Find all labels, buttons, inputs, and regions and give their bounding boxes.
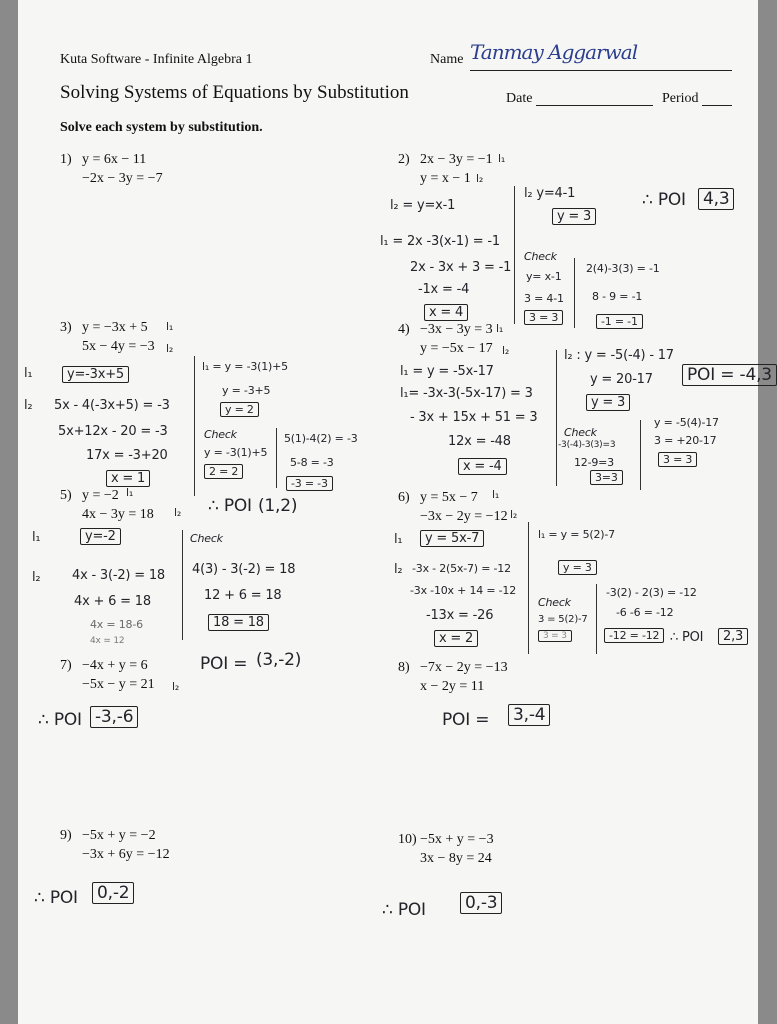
p6-label-l1: l₁ xyxy=(492,488,500,501)
p6-margin-l1: l₁ xyxy=(394,532,403,547)
p7-label-l2: l₂ xyxy=(172,680,180,693)
p3-step-1: y=-3x+5 xyxy=(62,366,129,383)
p5-step-2: 4x - 3(-2) = 18 xyxy=(72,568,165,583)
p10-poi-answer: 0,-3 xyxy=(460,892,502,914)
p3-step-7: y = -3+5 xyxy=(222,384,271,397)
p4-step-6: l₂ : y = -5(-4) - 17 xyxy=(564,348,674,363)
p6-check-2: 3 = 3 xyxy=(538,630,572,642)
p2-label-l2: l₂ xyxy=(476,172,484,185)
p2-check-5: 8 - 9 = -1 xyxy=(592,290,643,303)
p3-step-5: x = 1 xyxy=(106,470,150,487)
p2-step-2: l₁ = 2x -3(x-1) = -1 xyxy=(380,234,500,249)
name-handwritten: Tanmay Aggarwal xyxy=(470,40,638,64)
problem-7: 7) −4x + y = 6 −5x − y = 21 xyxy=(60,658,155,692)
p2-step-5: x = 4 xyxy=(424,304,468,321)
p9-poi-label: ∴ POI xyxy=(34,888,78,908)
p3-step-6: l₁ = y = -3(1)+5 xyxy=(202,360,288,373)
p6-poi-label: ∴ POI xyxy=(670,630,704,645)
p3-step-4: 17x = -3+20 xyxy=(86,448,168,463)
worksheet-title: Solving Systems of Equations by Substitution xyxy=(60,82,409,103)
p4-check-5: 3 = +20-17 xyxy=(654,434,717,447)
p2-divider-2 xyxy=(574,258,575,328)
p2-check-3: 3 = 3 xyxy=(524,310,563,325)
problem-8: 8) −7x − 2y = −13 x − 2y = 11 xyxy=(398,660,508,694)
p6-step-1: y = 5x-7 xyxy=(420,530,484,547)
p4-step-8: y = 3 xyxy=(586,394,630,411)
name-line xyxy=(470,70,732,71)
p6-step-3: -3x -10x + 14 = -12 xyxy=(410,584,517,597)
p5-label-l2: l₂ xyxy=(174,506,182,519)
p3-label-l2: l₂ xyxy=(166,342,174,355)
p6-step-5: x = 2 xyxy=(434,630,478,647)
p5-poi-answer: (3,-2) xyxy=(256,650,302,670)
p4-check-3: 3=3 xyxy=(590,470,623,485)
p4-check-label: Check xyxy=(564,426,597,439)
p5-check-2: 12 + 6 = 18 xyxy=(204,588,282,603)
p5-check-label: Check xyxy=(190,532,223,545)
p3-divider-2 xyxy=(276,428,277,488)
p9-poi-answer: 0,-2 xyxy=(92,882,134,904)
p2-check-4: 2(4)-3(3) = -1 xyxy=(586,262,660,275)
p6-divider-2 xyxy=(596,584,597,654)
p3-step-3: 5x+12x - 20 = -3 xyxy=(58,424,168,439)
p4-step-2: l₁= -3x-3(-5x-17) = 3 xyxy=(400,386,533,401)
p8-poi-label: POI = xyxy=(442,710,490,730)
p5-margin-l1: l₁ xyxy=(32,530,41,545)
p5-step-1: y=-2 xyxy=(80,528,121,545)
p6-check-5: -12 = -12 xyxy=(604,628,664,643)
p7-poi-label: ∴ POI xyxy=(38,710,82,730)
p6-margin-l2: l₂ xyxy=(394,562,403,577)
p3-label-l1: l₁ xyxy=(166,320,174,333)
p5-step-5: 4x = 12 xyxy=(90,636,125,646)
p3-check-label: Check xyxy=(204,428,237,441)
p6-check-1: 3 = 5(2)-7 xyxy=(538,614,588,625)
problem-10: 10) −5x + y = −3 3x − 8y = 24 xyxy=(398,832,494,866)
p4-divider-2 xyxy=(640,420,641,490)
p6-divider-1 xyxy=(528,522,529,654)
p4-step-7: y = 20-17 xyxy=(590,372,653,387)
period-line xyxy=(702,105,732,106)
p4-label-l2: l₂ xyxy=(502,344,510,357)
p3-step-8: y = 2 xyxy=(220,402,259,417)
worksheet-page xyxy=(18,0,772,1024)
p6-check-label: Check xyxy=(538,596,571,609)
p4-step-3: - 3x + 15x + 51 = 3 xyxy=(410,410,538,425)
p4-check-6: 3 = 3 xyxy=(658,452,697,467)
p4-divider-1 xyxy=(556,350,557,486)
p6-label-l2: l₂ xyxy=(510,508,518,521)
p4-check-1: -3(-4)-3(3)=3 xyxy=(558,440,616,450)
name-label: Name xyxy=(430,52,464,67)
p6-step-7: y = 3 xyxy=(558,560,597,575)
p4-check-2: 12-9=3 xyxy=(574,456,614,469)
p4-label-l1: l₁ xyxy=(496,322,504,335)
p6-check-3: -3(2) - 2(3) = -12 xyxy=(606,586,697,599)
p2-step-4: -1x = -4 xyxy=(418,282,470,297)
p10-poi-label: ∴ POI xyxy=(382,900,426,920)
p2-step-7: y = 3 xyxy=(552,208,596,225)
date-line xyxy=(536,105,653,106)
p2-step-6: l₂ y=4-1 xyxy=(524,186,576,201)
problem-5: 5) y = −2 4x − 3y = 18 xyxy=(60,488,154,522)
p4-step-4: 12x = -48 xyxy=(448,434,511,449)
p6-step-6: l₁ = y = 5(2)-7 xyxy=(538,528,615,541)
p3-check-3: 5(1)-4(2) = -3 xyxy=(284,432,358,445)
p4-step-5: x = -4 xyxy=(458,458,507,475)
problem-2: 2) 2x − 3y = −1 y = x − 1 xyxy=(398,152,493,186)
p5-step-4: 4x = 18-6 xyxy=(90,618,143,631)
p5-divider xyxy=(182,530,183,640)
software-label: Kuta Software - Infinite Algebra 1 xyxy=(60,52,253,67)
p3-step-2: 5x - 4(-3x+5) = -3 xyxy=(54,398,170,413)
p2-divider-1 xyxy=(514,186,515,324)
problem-1: 1) y = 6x − 11 −2x − 3y = −7 xyxy=(60,152,163,186)
p4-check-4: y = -5(4)-17 xyxy=(654,416,719,429)
p7-poi-answer: -3,-6 xyxy=(90,706,138,728)
p6-check-4: -6 -6 = -12 xyxy=(616,606,674,619)
p3-check-4: 5-8 = -3 xyxy=(290,456,334,469)
p5-label-l1: l₁ xyxy=(126,486,134,499)
p2-poi-label: ∴ POI xyxy=(642,190,686,210)
p5-step-3: 4x + 6 = 18 xyxy=(74,594,151,609)
p8-poi-answer: 3,-4 xyxy=(508,704,550,726)
instructions: Solve each system by substitution. xyxy=(60,120,263,135)
p4-step-1: l₁ = y = -5x-17 xyxy=(400,364,494,379)
p3-check-1: y = -3(1)+5 xyxy=(204,446,268,459)
p3-check-2: 2 = 2 xyxy=(204,464,243,479)
p3-margin-l2: l₂ xyxy=(24,398,33,413)
p3-divider-1 xyxy=(194,356,195,496)
problem-6: 6) y = 5x − 7 −3x − 2y = −12 xyxy=(398,490,508,524)
p2-step-1: l₂ = y=x-1 xyxy=(390,198,456,213)
p6-step-4: -13x = -26 xyxy=(426,608,494,623)
p5-check-3: 18 = 18 xyxy=(208,614,269,631)
p5-check-1: 4(3) - 3(-2) = 18 xyxy=(192,562,296,577)
p2-check-1: y= x-1 xyxy=(526,270,562,283)
date-label: Date xyxy=(506,91,533,106)
p2-check-2: 3 = 4-1 xyxy=(524,292,564,305)
p5-margin-l2: l₂ xyxy=(32,570,41,585)
p2-poi-answer: 4,3 xyxy=(698,188,734,210)
problem-3: 3) y = −3x + 5 5x − 4y = −3 xyxy=(60,320,155,354)
p3-margin-l1: l₁ xyxy=(24,366,33,381)
p2-check-6: -1 = -1 xyxy=(596,314,643,329)
p2-step-3: 2x - 3x + 3 = -1 xyxy=(410,260,512,275)
p3-poi-answer: (1,2) xyxy=(258,496,298,516)
p2-check-label: Check xyxy=(524,250,557,263)
p6-step-2: -3x - 2(5x-7) = -12 xyxy=(412,562,511,575)
p3-poi-label: ∴ POI xyxy=(208,496,252,516)
problem-4: 4) −3x − 3y = 3 y = −5x − 17 xyxy=(398,322,493,356)
p5-poi-label: POI = xyxy=(200,654,248,674)
p6-poi-answer: 2,3 xyxy=(718,628,748,645)
p4-poi: POI = -4,3 xyxy=(682,364,777,386)
p2-label-l1: l₁ xyxy=(498,152,506,165)
p3-check-5: -3 = -3 xyxy=(286,476,333,491)
period-label: Period xyxy=(662,91,699,106)
problem-9: 9) −5x + y = −2 −3x + 6y = −12 xyxy=(60,828,170,862)
